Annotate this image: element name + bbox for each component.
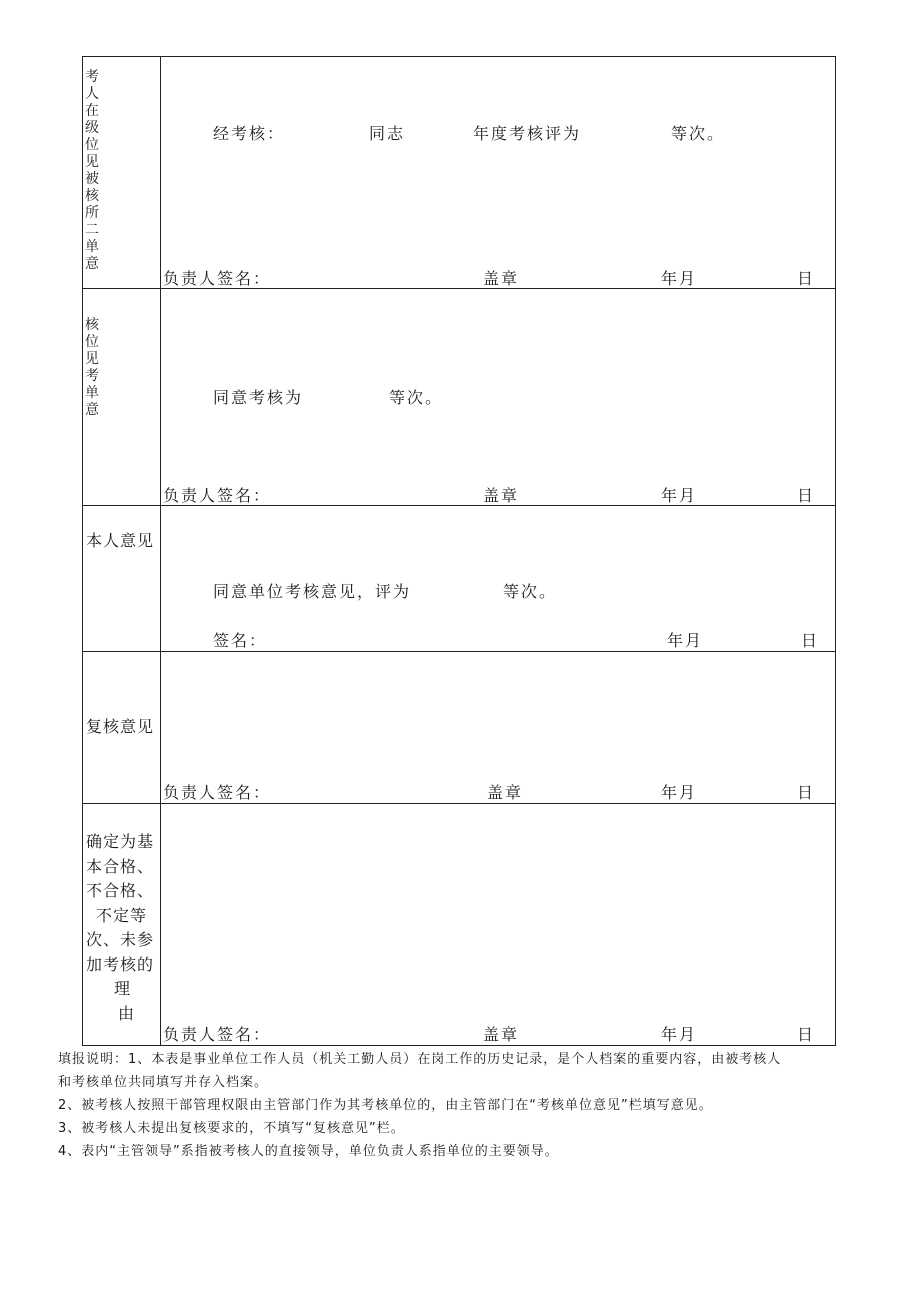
seal-label: 盖章 (483, 486, 520, 505)
note-line: 3、被考核人未提出复核要求的，不填写“复核意见”栏。 (58, 1121, 405, 1136)
label-line: 加考核的 (86, 954, 155, 974)
row-label: 考人在级位见被核所二单意 (85, 69, 99, 272)
seal-label: 盖章 (483, 1025, 520, 1044)
seal-label: 盖章 (487, 783, 524, 802)
form-row-reason (83, 804, 835, 1045)
assessment-form-table (82, 56, 836, 1046)
statement-comrade: 同志 (369, 124, 406, 143)
year-month-label: 年月 (661, 269, 698, 288)
label-line: 次、未参 (86, 930, 155, 949)
day-label: 日 (797, 783, 816, 802)
row-label: 复核意见 (86, 717, 155, 736)
day-label: 日 (797, 1025, 816, 1044)
statement-agree-rating: 同意单位考核意见，评为 (213, 582, 412, 601)
row-label-cell (83, 804, 161, 1045)
statement-grade: 等次。 (503, 582, 558, 601)
statement-agree: 同意考核为 (213, 388, 304, 407)
signature-label: 签名： (213, 631, 268, 650)
row-content-cell[interactable] (161, 57, 835, 288)
note-line: 4、表内“主管领导”系指被考核人的直接领导，单位负责人系指单位的主要领导。 (58, 1144, 559, 1159)
year-month-label: 年月 (661, 486, 698, 505)
year-month-label: 年月 (667, 631, 704, 650)
filling-instructions (58, 1048, 858, 1163)
label-line: 由 (118, 1003, 136, 1023)
statement-prefix: 经考核： (213, 124, 286, 143)
row-label (86, 830, 160, 1026)
row-label-cell (83, 506, 161, 651)
label-line: 确定为基 (86, 832, 155, 851)
statement-grade: 等次。 (671, 124, 726, 143)
form-row-review-opinion (83, 652, 835, 804)
row-label: 本人意见 (86, 531, 155, 550)
row-content-cell[interactable] (161, 804, 835, 1045)
form-row-self-opinion (83, 506, 835, 652)
row-label-cell (83, 57, 161, 288)
note-line: 2、被考核人按照干部管理权限由主管部门作为其考核单位的，由主管部门在“考核单位意见”栏填写意见。 (58, 1098, 713, 1113)
label-line: 理 (114, 979, 132, 998)
seal-label: 盖章 (483, 269, 520, 288)
day-label: 日 (797, 269, 816, 288)
signature-label: 负责人签名： (163, 1025, 272, 1044)
year-month-label: 年月 (661, 1025, 698, 1044)
row-label-cell (83, 652, 161, 803)
row-content-cell[interactable] (161, 289, 835, 505)
row-label: 核位见考单意 (85, 317, 99, 418)
note-line: 和考核单位共同填写并存入档案。 (58, 1075, 269, 1090)
note-line: 填报说明：1、本表是事业单位工作人员（机关工勤人员）在岗工作的历史记录，是个人档案的重要内容，由被考核人 (58, 1052, 782, 1067)
row-content-cell[interactable] (161, 652, 835, 803)
statement-year-rating: 年度考核评为 (473, 124, 582, 143)
label-line: 本合格、 (86, 856, 155, 876)
day-label: 日 (797, 486, 816, 505)
row-label-cell (83, 289, 161, 505)
label-line: 不定等 (96, 905, 148, 925)
signature-label: 负责人签名： (163, 783, 272, 802)
signature-label: 负责人签名： (163, 269, 272, 288)
form-row-assessment-unit-opinion (83, 289, 835, 506)
signature-label: 负责人签名： (163, 486, 272, 505)
statement-grade: 等次。 (389, 388, 444, 407)
year-month-label: 年月 (661, 783, 698, 802)
form-row-unit-opinion (83, 57, 835, 289)
row-content-cell[interactable] (161, 506, 835, 651)
day-label: 日 (801, 631, 820, 650)
label-line: 不合格、 (86, 881, 155, 900)
